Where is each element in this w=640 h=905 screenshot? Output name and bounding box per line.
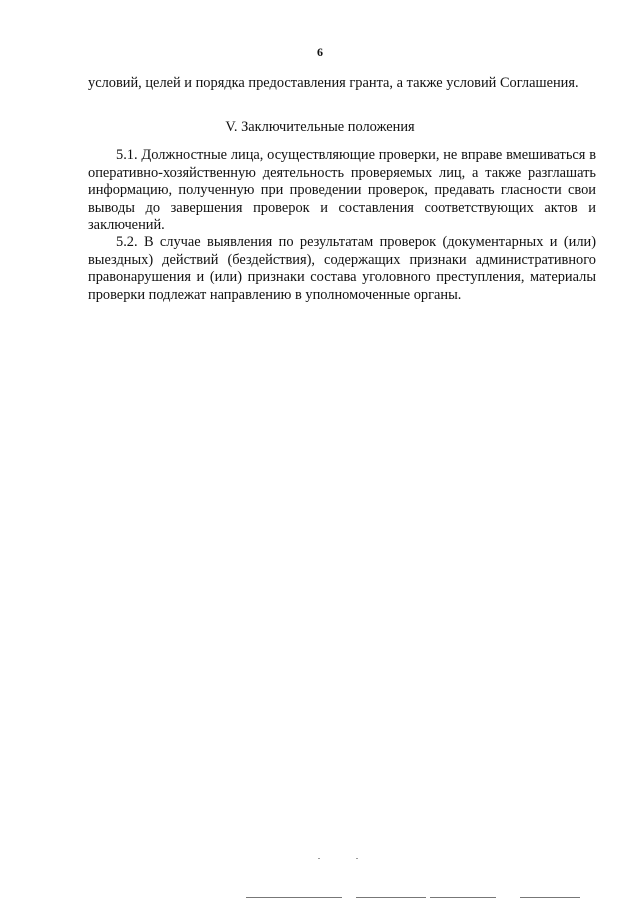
continued-paragraph: условий, целей и порядка предоставления гранта, а также условий Соглашения. bbox=[88, 75, 579, 91]
section-heading: V. Заключительные положения bbox=[225, 119, 415, 135]
scan-artifact-line bbox=[356, 897, 426, 898]
page-number: 6 bbox=[317, 45, 323, 59]
paragraph-5-2: 5.2. В случае выявления по результатам проверок (документарных и (или) выездных) действий (бездействия), содержащих признаки административного правонарушения и (или) признаки состава уголовного преступления, материалы проверки подлежат направлению в уполномоченные органы. bbox=[88, 234, 596, 303]
paragraph-5-1: 5.1. Должностные лица, осуществляющие проверки, не вправе вмешиваться в оперативно-хозяйственную деятельность проверяемых лиц, а также разглашать информацию, полученную при проведении проверок, предавать гласности свои выводы до завершения проверок и составления соответствующих актов и заключений. bbox=[88, 147, 596, 234]
scan-artifact-line bbox=[246, 897, 342, 898]
scan-artifact bbox=[356, 858, 358, 859]
scan-artifact-line bbox=[520, 897, 580, 898]
scan-artifact bbox=[318, 858, 320, 859]
scan-artifact-line bbox=[430, 897, 496, 898]
